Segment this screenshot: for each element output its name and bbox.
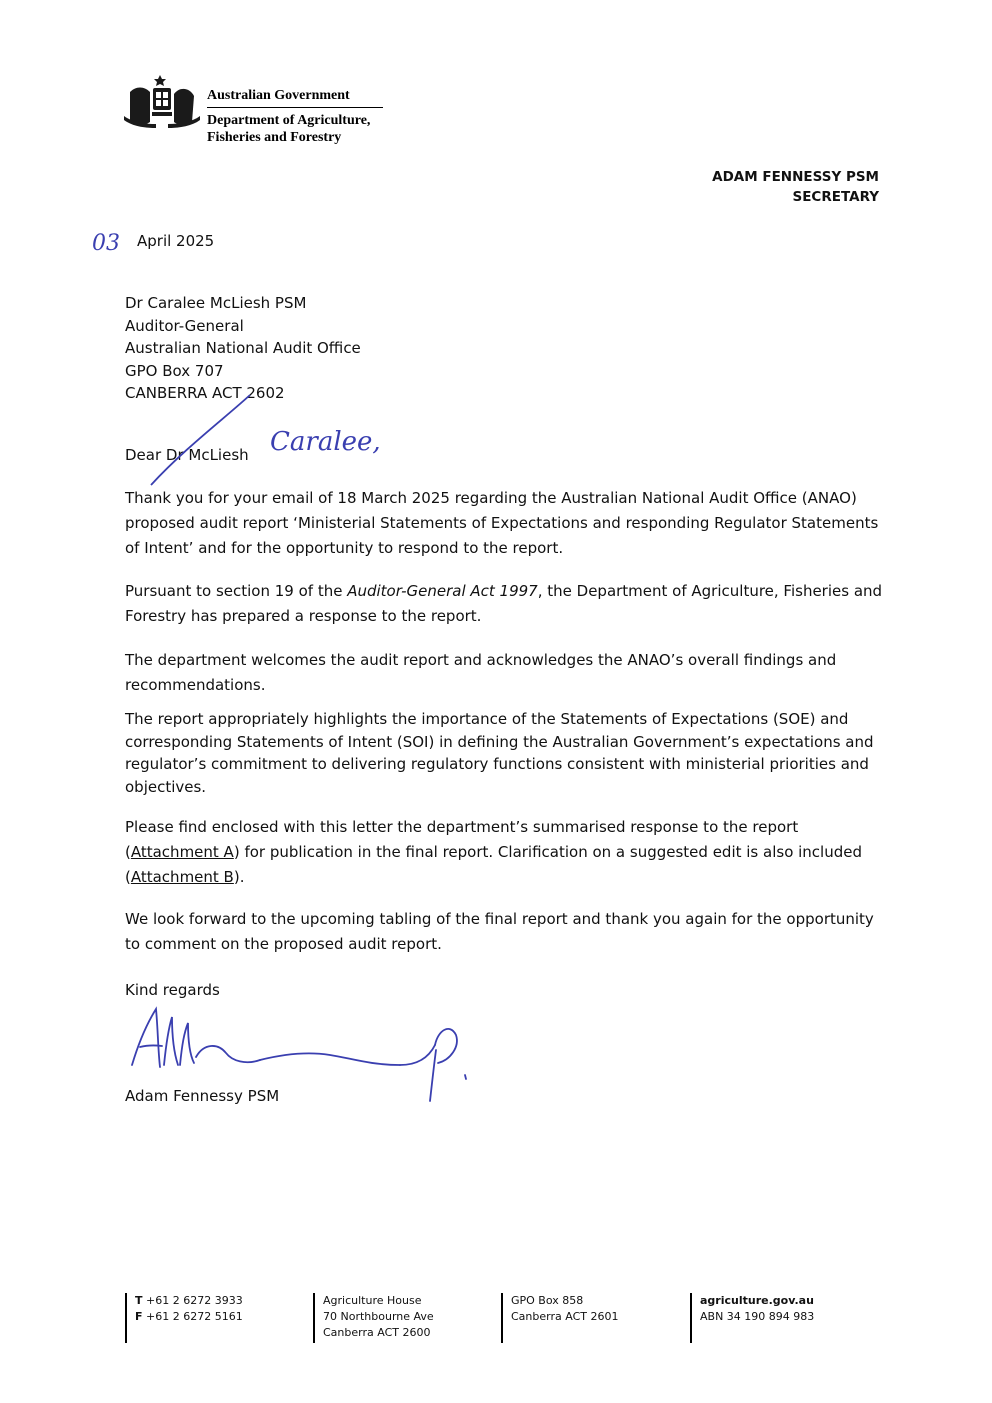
addressee-name: Dr Caralee McLiesh PSM <box>125 294 307 312</box>
signer-name: Adam Fennessy PSM <box>125 1087 280 1105</box>
fax-label: F <box>135 1310 143 1323</box>
body-paragraph: The report appropriately highlights the importance of the Statements of Expectations (SOE) and corresponding Statements of Intent (SOI) in defining the Australian Government’s expectations and regulator’s commitment to delivering regulatory functions consistent with ministerial priorities and objectives. <box>125 710 874 796</box>
closing: Kind regards <box>125 981 220 999</box>
text-span: Pursuant to section 19 of the <box>125 582 348 600</box>
footer-street-address <box>313 1293 434 1343</box>
attachment-b-link[interactable]: Attachment B <box>130 868 234 886</box>
phone-number: +61 2 6272 3933 <box>146 1294 243 1307</box>
letterhead-divider <box>207 107 383 108</box>
footer-postal-address <box>501 1293 618 1343</box>
body-paragraph <box>125 579 885 629</box>
fax-number: +61 2 6272 5161 <box>146 1310 243 1323</box>
sender-title: SECRETARY <box>792 189 879 205</box>
footer-fax <box>135 1309 243 1325</box>
body-paragraph: Thank you for your email of 18 March 2025 regarding the Australian National Audit Office (ANAO) proposed audit report ‘Ministerial Statements of Expectations and responding Regulator Statements of Intent’ and for the opportunity to respond to the report. <box>125 489 879 557</box>
attachment-a-link[interactable]: Attachment A <box>130 843 234 861</box>
footer-contact <box>125 1293 243 1343</box>
text-span: ) for publication in the final report. Clarification on a suggested edit is also included ( <box>125 843 863 886</box>
body-paragraph <box>125 815 885 890</box>
department-line-2: Fisheries and Forestry <box>207 130 342 145</box>
address-line: 70 Northbourne Ave <box>323 1310 434 1323</box>
text-span: , the Department of Agriculture, Fisheries and Forestry has prepared a response to the report. <box>125 582 883 625</box>
po-line: GPO Box 858 <box>511 1294 584 1307</box>
government-name: Australian Government <box>207 88 350 103</box>
footer-phone <box>135 1293 243 1309</box>
address-line: Agriculture House <box>323 1294 422 1307</box>
handwritten-strike-line <box>145 393 255 488</box>
phone-label: T <box>135 1294 143 1307</box>
addressee-po-box: GPO Box 707 <box>125 361 224 380</box>
body-paragraph: We look forward to the upcoming tabling of the final report and thank you again for the opportunity to comment on the proposed audit report. <box>125 910 874 953</box>
handwritten-date-text: 03 <box>92 231 120 256</box>
text-span: ). <box>233 868 245 886</box>
handwritten-salutation-text: Caralee, <box>270 427 381 457</box>
act-title: Auditor-General Act 1997 <box>347 582 538 600</box>
coat-of-arms-icon <box>122 72 202 134</box>
department-name <box>207 112 370 146</box>
salutation: Dear Dr McLiesh <box>125 446 249 464</box>
addressee-block <box>125 292 361 405</box>
handwritten-date-day <box>90 224 130 262</box>
abn: ABN 34 190 894 983 <box>700 1310 815 1323</box>
addressee-title: Auditor-General <box>125 316 244 335</box>
sender-name: ADAM FENNESSY PSM <box>712 169 879 185</box>
body-paragraph: The department welcomes the audit report and acknowledges the ANAO’s overall findings and recommendations. <box>125 651 837 694</box>
department-line-1: Department of Agriculture, <box>207 113 371 128</box>
addressee-city: CANBERRA ACT 2602 <box>125 384 285 402</box>
handwritten-salutation <box>266 420 431 472</box>
footer-web <box>690 1293 814 1343</box>
addressee-office: Australian National Audit Office <box>125 339 361 357</box>
website-link[interactable]: agriculture.gov.au <box>700 1294 814 1307</box>
address-line: Canberra ACT 2600 <box>323 1326 431 1339</box>
text-span: Please find enclosed with this letter the department’s summarised response to the report ( <box>125 818 799 861</box>
letter-date: April 2025 <box>137 232 215 250</box>
po-line: Canberra ACT 2601 <box>511 1310 619 1323</box>
